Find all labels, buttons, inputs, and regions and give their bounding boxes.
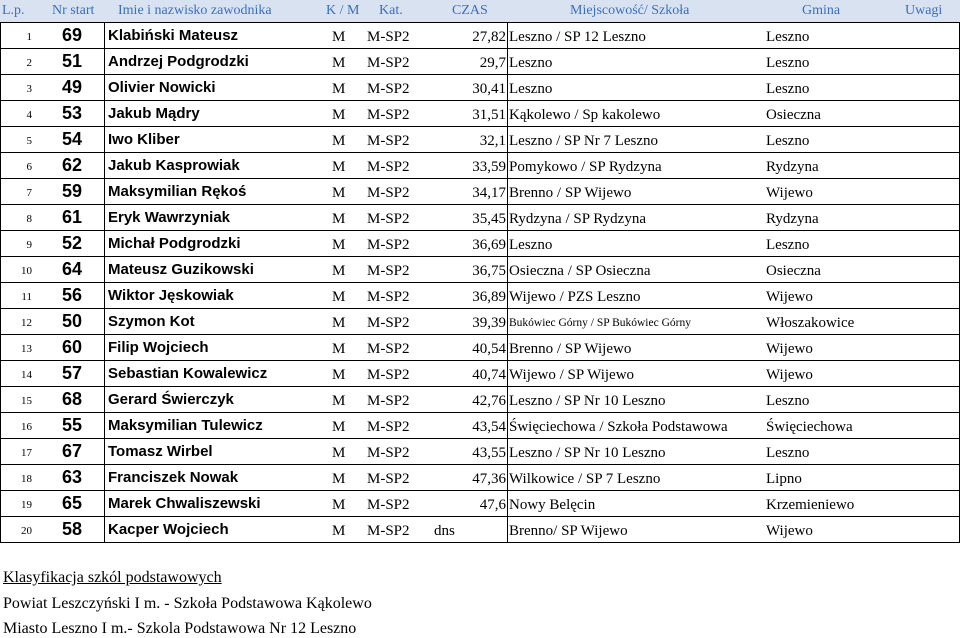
table-row bbox=[0, 256, 960, 282]
cell-category: M-SP2 bbox=[367, 263, 410, 279]
table-row bbox=[0, 386, 960, 412]
cell-sex: M bbox=[332, 107, 346, 123]
grid-line bbox=[0, 490, 960, 491]
cell-gmina: Wijewo bbox=[766, 367, 813, 383]
grid-line bbox=[0, 100, 960, 101]
cell-school: Święciechowa / Szkoła Podstawowa bbox=[509, 419, 728, 435]
header-start: Nr start bbox=[52, 3, 95, 18]
cell-category: M-SP2 bbox=[367, 497, 410, 513]
cell-school: Leszno bbox=[509, 237, 553, 253]
cell-sex: M bbox=[332, 289, 346, 305]
cell-athlete-name: Jakub Kasprowiak bbox=[108, 157, 240, 174]
cell-gmina: Leszno bbox=[766, 133, 810, 149]
cell-sex: M bbox=[332, 471, 346, 487]
cell-start-number: 55 bbox=[62, 415, 83, 435]
cell-athlete-name: Gerard Świerczyk bbox=[108, 391, 234, 408]
cell-school: Bukówiec Górny / SP Bukówiec Górny bbox=[509, 317, 691, 329]
cell-time: 42,76 bbox=[472, 393, 506, 409]
footer-title: Klasyfikacja szkól podstawowych bbox=[3, 569, 222, 586]
cell-athlete-name: Franciszek Nowak bbox=[108, 469, 239, 486]
cell-start-number: 69 bbox=[62, 25, 83, 45]
cell-lp: 6 bbox=[26, 161, 32, 173]
cell-start-number: 68 bbox=[62, 389, 83, 409]
cell-start-number: 62 bbox=[62, 155, 83, 175]
cell-lp: 2 bbox=[26, 57, 32, 69]
table-row bbox=[0, 204, 960, 230]
cell-start-number: 60 bbox=[62, 337, 83, 357]
header-lp: L.p. bbox=[2, 3, 25, 18]
cell-athlete-name: Wiktor Jęskowiak bbox=[108, 287, 234, 304]
cell-athlete-name: Maksymilian Rękoś bbox=[108, 183, 247, 200]
grid-line bbox=[0, 464, 960, 465]
table-row bbox=[0, 412, 960, 438]
cell-lp: 15 bbox=[21, 395, 32, 407]
table-row bbox=[0, 100, 960, 126]
cell-sex: M bbox=[332, 159, 346, 175]
cell-athlete-name: Iwo Kliber bbox=[108, 131, 180, 148]
cell-school: Brenno / SP Wijewo bbox=[509, 185, 632, 201]
cell-school: Wijewo / PZS Leszno bbox=[509, 289, 641, 305]
cell-time: 40,74 bbox=[472, 367, 506, 383]
cell-time: 36,89 bbox=[472, 289, 506, 305]
table-row bbox=[0, 230, 960, 256]
cell-sex: M bbox=[332, 419, 346, 435]
header-time: CZAS bbox=[452, 3, 488, 18]
cell-category: M-SP2 bbox=[367, 55, 410, 71]
cell-category: M-SP2 bbox=[367, 237, 410, 253]
cell-lp: 16 bbox=[21, 421, 32, 433]
cell-sex: M bbox=[332, 237, 346, 253]
cell-athlete-name: Kacper Wojciech bbox=[108, 521, 229, 538]
cell-lp: 19 bbox=[21, 499, 32, 511]
footer-line-1: Powiat Leszczyński I m. - Szkoła Podstawowa Kąkolewo bbox=[3, 595, 372, 612]
cell-category: M-SP2 bbox=[367, 29, 410, 45]
header-name: Imie i nazwisko zawodnika bbox=[118, 3, 272, 18]
cell-time: 39,39 bbox=[472, 315, 506, 331]
cell-start-number: 59 bbox=[62, 181, 83, 201]
cell-lp: 7 bbox=[26, 187, 32, 199]
cell-sex: M bbox=[332, 55, 346, 71]
header-school: Miejscowość/ Szkoła bbox=[570, 3, 690, 18]
cell-category: M-SP2 bbox=[367, 211, 410, 227]
cell-start-number: 58 bbox=[62, 519, 83, 539]
header-sex: K / M bbox=[326, 3, 360, 18]
cell-athlete-name: Maksymilian Tulewicz bbox=[108, 417, 263, 434]
header-category: Kat. bbox=[379, 3, 403, 18]
grid-line bbox=[0, 152, 960, 153]
cell-school: Kąkolewo / Sp kakolewo bbox=[509, 107, 661, 123]
table-row bbox=[0, 178, 960, 204]
cell-lp: 1 bbox=[26, 31, 32, 43]
grid-line bbox=[0, 282, 960, 283]
header-gmina: Gmina bbox=[802, 3, 841, 18]
cell-time: 29,7 bbox=[479, 55, 506, 71]
cell-gmina: Leszno bbox=[766, 393, 810, 409]
cell-start-number: 56 bbox=[62, 285, 83, 305]
cell-school: Pomykowo / SP Rydzyna bbox=[509, 159, 662, 175]
cell-lp: 12 bbox=[21, 317, 32, 329]
cell-school: Wilkowice / SP 7 Leszno bbox=[509, 471, 661, 487]
cell-gmina: Święciechowa bbox=[766, 419, 853, 435]
table-row bbox=[0, 22, 960, 48]
cell-category: M-SP2 bbox=[367, 471, 410, 487]
cell-athlete-name: Tomasz Wirbel bbox=[108, 443, 213, 460]
cell-athlete-name: Eryk Wawrzyniak bbox=[108, 209, 230, 226]
cell-sex: M bbox=[332, 523, 346, 539]
grid-line bbox=[0, 230, 960, 231]
footer-line-2: Miasto Leszno I m.- Szkola Podstawowa Nr 12 Leszno bbox=[3, 620, 357, 637]
cell-gmina: Rydzyna bbox=[766, 159, 819, 175]
cell-school: Leszno / SP Nr 10 Leszno bbox=[509, 393, 666, 409]
cell-start-number: 52 bbox=[62, 233, 83, 253]
grid-line bbox=[0, 386, 960, 387]
cell-sex: M bbox=[332, 497, 346, 513]
cell-start-number: 49 bbox=[62, 77, 83, 97]
cell-athlete-name: Jakub Mądry bbox=[108, 105, 200, 122]
cell-time: 47,36 bbox=[472, 471, 506, 487]
cell-gmina: Rydzyna bbox=[766, 211, 819, 227]
cell-school: Wijewo / SP Wijewo bbox=[509, 367, 635, 383]
cell-category: M-SP2 bbox=[367, 107, 410, 123]
cell-category: M-SP2 bbox=[367, 289, 410, 305]
cell-gmina: Osieczna bbox=[766, 107, 821, 123]
cell-category: M-SP2 bbox=[367, 315, 410, 331]
cell-sex: M bbox=[332, 341, 346, 357]
cell-time: 43,55 bbox=[472, 445, 506, 461]
cell-lp: 14 bbox=[21, 369, 32, 381]
cell-lp: 5 bbox=[26, 135, 32, 147]
cell-start-number: 67 bbox=[62, 441, 83, 461]
cell-time: 35,45 bbox=[472, 211, 506, 227]
cell-school: Nowy Belęcin bbox=[509, 497, 596, 513]
cell-time: 36,75 bbox=[472, 263, 506, 279]
cell-sex: M bbox=[332, 315, 346, 331]
cell-category: M-SP2 bbox=[367, 81, 410, 97]
cell-sex: M bbox=[332, 133, 346, 149]
cell-gmina: Krzemieniewo bbox=[766, 497, 855, 513]
header-row bbox=[0, 0, 960, 22]
cell-school: Rydzyna / SP Rydzyna bbox=[509, 211, 646, 227]
cell-category: M-SP2 bbox=[367, 185, 410, 201]
grid-line bbox=[0, 516, 960, 517]
grid-line bbox=[0, 412, 960, 413]
cell-sex: M bbox=[332, 263, 346, 279]
table-row bbox=[0, 516, 960, 542]
cell-gmina: Wijewo bbox=[766, 523, 813, 539]
grid-column-line bbox=[104, 22, 105, 543]
cell-athlete-name: Marek Chwaliszewski bbox=[108, 495, 261, 512]
cell-gmina: Wijewo bbox=[766, 185, 813, 201]
table-row bbox=[0, 308, 960, 334]
grid-line bbox=[0, 438, 960, 439]
cell-start-number: 64 bbox=[62, 259, 83, 279]
cell-school: Brenno / SP Wijewo bbox=[509, 341, 632, 357]
cell-time: 27,82 bbox=[472, 29, 506, 45]
cell-gmina: Leszno bbox=[766, 445, 810, 461]
cell-athlete-name: Klabiński Mateusz bbox=[108, 27, 239, 44]
cell-lp: 20 bbox=[21, 525, 32, 537]
grid-column-line bbox=[507, 22, 508, 543]
cell-category: M-SP2 bbox=[367, 393, 410, 409]
cell-athlete-name: Filip Wojciech bbox=[108, 339, 209, 356]
cell-sex: M bbox=[332, 393, 346, 409]
table-row bbox=[0, 48, 960, 74]
cell-sex: M bbox=[332, 367, 346, 383]
cell-school: Leszno / SP Nr 10 Leszno bbox=[509, 445, 666, 461]
cell-lp: 8 bbox=[26, 213, 32, 225]
cell-school: Osieczna / SP Osieczna bbox=[509, 263, 651, 279]
table-row bbox=[0, 126, 960, 152]
cell-gmina: Leszno bbox=[766, 237, 810, 253]
cell-category: M-SP2 bbox=[367, 341, 410, 357]
cell-athlete-name: Mateusz Guzikowski bbox=[108, 261, 254, 278]
table-row bbox=[0, 360, 960, 386]
cell-category: M-SP2 bbox=[367, 367, 410, 383]
grid-line bbox=[0, 204, 960, 205]
cell-category: M-SP2 bbox=[367, 445, 410, 461]
cell-start-number: 50 bbox=[62, 311, 83, 331]
grid-line bbox=[0, 22, 960, 23]
cell-time: 33,59 bbox=[472, 159, 506, 175]
cell-start-number: 65 bbox=[62, 493, 83, 513]
cell-gmina: Osieczna bbox=[766, 263, 821, 279]
grid-line bbox=[0, 308, 960, 309]
cell-start-number: 53 bbox=[62, 103, 83, 123]
cell-time: 40,54 bbox=[472, 341, 506, 357]
cell-start-number: 51 bbox=[62, 51, 83, 71]
cell-lp: 4 bbox=[26, 109, 32, 121]
cell-athlete-name: Michał Podgrodzki bbox=[108, 235, 241, 252]
cell-athlete-name: Olivier Nowicki bbox=[108, 79, 216, 96]
cell-start-number: 63 bbox=[62, 467, 83, 487]
cell-gmina: Leszno bbox=[766, 29, 810, 45]
cell-lp: 17 bbox=[21, 447, 32, 459]
table-row bbox=[0, 282, 960, 308]
cell-school: Leszno bbox=[509, 55, 553, 71]
cell-time: 30,41 bbox=[472, 81, 506, 97]
grid-line bbox=[0, 48, 960, 49]
cell-start-number: 61 bbox=[62, 207, 83, 227]
cell-time: 32,1 bbox=[479, 133, 506, 149]
cell-school: Leszno / SP Nr 7 Leszno bbox=[509, 133, 659, 149]
cell-sex: M bbox=[332, 29, 346, 45]
cell-school: Brenno/ SP Wijewo bbox=[509, 523, 628, 539]
grid-line bbox=[0, 178, 960, 179]
grid-line bbox=[0, 542, 960, 543]
cell-lp: 13 bbox=[21, 343, 32, 355]
cell-category: M-SP2 bbox=[367, 419, 410, 435]
cell-lp: 11 bbox=[21, 291, 32, 303]
cell-gmina: Leszno bbox=[766, 55, 810, 71]
cell-time: 47,6 bbox=[479, 497, 506, 513]
cell-gmina: Wijewo bbox=[766, 341, 813, 357]
cell-time: 34,17 bbox=[472, 185, 506, 201]
cell-sex: M bbox=[332, 445, 346, 461]
cell-lp: 9 bbox=[26, 239, 32, 251]
cell-school: Leszno / SP 12 Leszno bbox=[509, 29, 646, 45]
table-row bbox=[0, 464, 960, 490]
table-row bbox=[0, 490, 960, 516]
cell-category: M-SP2 bbox=[367, 133, 410, 149]
grid-line bbox=[0, 360, 960, 361]
cell-athlete-name: Sebastian Kowalewicz bbox=[108, 365, 268, 382]
table-row bbox=[0, 152, 960, 178]
cell-time: 43,54 bbox=[472, 419, 506, 435]
cell-time: dns bbox=[434, 523, 455, 539]
cell-lp: 10 bbox=[21, 265, 32, 277]
cell-gmina: Lipno bbox=[766, 471, 802, 487]
grid-line bbox=[0, 74, 960, 75]
table-row bbox=[0, 74, 960, 100]
cell-gmina: Włoszakowice bbox=[766, 315, 855, 331]
cell-start-number: 57 bbox=[62, 363, 83, 383]
cell-sex: M bbox=[332, 185, 346, 201]
cell-start-number: 54 bbox=[62, 129, 83, 149]
cell-gmina: Leszno bbox=[766, 81, 810, 97]
grid-line bbox=[0, 256, 960, 257]
cell-school: Leszno bbox=[509, 81, 553, 97]
cell-time: 31,51 bbox=[472, 107, 506, 123]
cell-lp: 18 bbox=[21, 473, 32, 485]
cell-lp: 3 bbox=[26, 83, 32, 95]
cell-time: 36,69 bbox=[472, 237, 506, 253]
table-row bbox=[0, 334, 960, 360]
cell-sex: M bbox=[332, 211, 346, 227]
grid-line bbox=[0, 334, 960, 335]
header-notes: Uwagi bbox=[905, 3, 943, 18]
cell-athlete-name: Szymon Kot bbox=[108, 313, 195, 330]
table-row bbox=[0, 438, 960, 464]
cell-athlete-name: Andrzej Podgrodzki bbox=[108, 53, 249, 70]
grid-line bbox=[0, 126, 960, 127]
cell-gmina: Wijewo bbox=[766, 289, 813, 305]
cell-category: M-SP2 bbox=[367, 159, 410, 175]
cell-category: M-SP2 bbox=[367, 523, 410, 539]
cell-sex: M bbox=[332, 81, 346, 97]
grid-column-line bbox=[0, 22, 1, 543]
